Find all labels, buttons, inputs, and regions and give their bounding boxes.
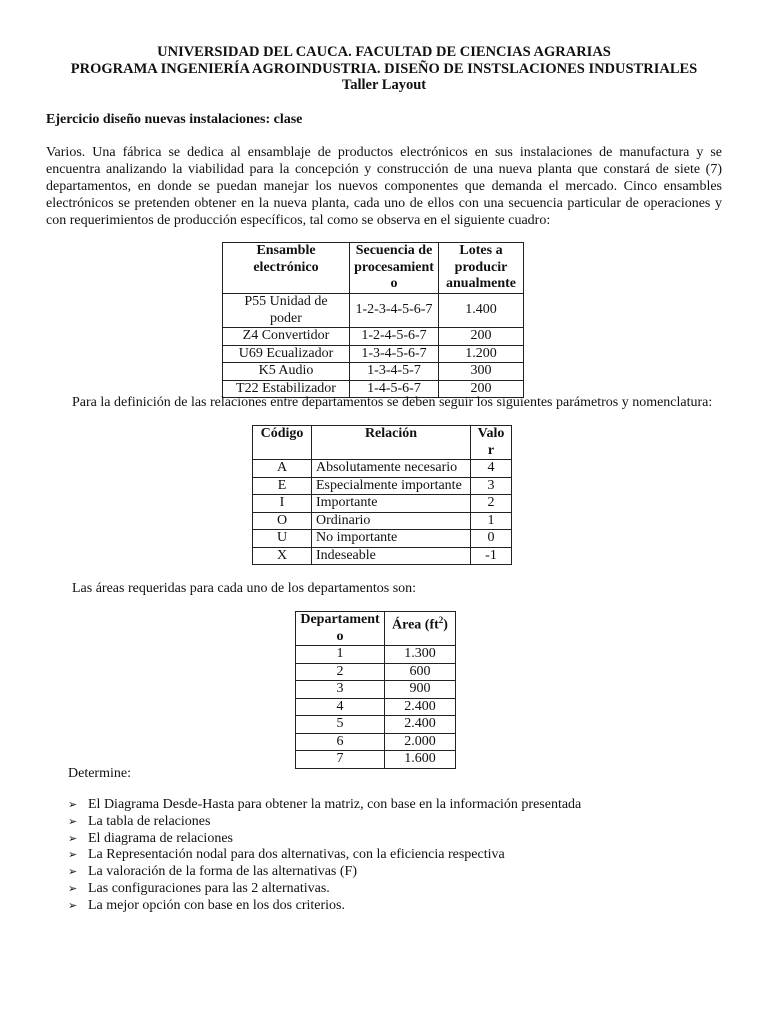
task-text: Las configuraciones para las 2 alternativas. [88, 880, 330, 896]
arrowhead-bullet-icon: ➢ [68, 882, 78, 895]
arrowhead-bullet-icon: ➢ [68, 899, 78, 912]
table-cell: 2.400 [385, 716, 456, 734]
areas-header-department: Departament o [296, 612, 385, 646]
relations-intro: Para la definición de las relaciones entre departamentos se deben seguir los siguientes parámetros y nomenclatura: [72, 395, 713, 410]
table-row [223, 294, 524, 328]
table-cell: 3 [471, 477, 512, 495]
assembly-header-product: Ensamble electrónico [223, 243, 350, 294]
table-row [296, 698, 456, 716]
task-text: La valoración de la forma de las alternativas (F) [88, 864, 357, 880]
table-cell: Indeseable [312, 547, 471, 565]
areas-table-body [296, 646, 456, 769]
arrowhead-bullet-icon: ➢ [68, 815, 78, 828]
table-cell: 1-2-3-4-5-6-7 [350, 294, 439, 328]
table-cell: 1-4-5-6-7 [350, 380, 439, 398]
relations-header-relation: Relación [312, 426, 471, 460]
table-cell: 300 [439, 363, 524, 381]
workshop-title: Taller Layout [341, 77, 427, 93]
arrowhead-bullet-icon: ➢ [68, 849, 78, 862]
table-cell: 7 [296, 751, 385, 769]
table-cell: 4 [471, 460, 512, 478]
table-row [253, 495, 512, 513]
table-cell: 200 [439, 380, 524, 398]
task-list-item [68, 898, 581, 915]
table-cell: 4 [296, 698, 385, 716]
table-cell: 1-2-4-5-6-7 [350, 328, 439, 346]
arrowhead-bullet-icon: ➢ [68, 832, 78, 845]
assembly-table [222, 242, 524, 398]
table-cell: -1 [471, 547, 512, 565]
exercise-title: Ejercicio diseño nuevas instalaciones: clase [46, 112, 303, 127]
table-cell: 2.000 [385, 733, 456, 751]
areas-header-area [385, 612, 456, 646]
table-cell: 2 [296, 663, 385, 681]
task-text: La mejor opción con base en los dos criterios. [88, 897, 345, 913]
table-cell: Z4 Convertidor [223, 328, 350, 346]
task-text: El diagrama de relaciones [88, 830, 233, 846]
table-row [223, 328, 524, 346]
task-text: La tabla de relaciones [88, 813, 211, 829]
table-cell: O [253, 512, 312, 530]
table-cell: 3 [296, 681, 385, 699]
areas-intro: Las áreas requeridas para cada uno de los departamentos son: [72, 581, 417, 596]
table-cell: 2 [471, 495, 512, 513]
areas-table [295, 611, 456, 769]
relations-table [252, 425, 512, 565]
table-row [253, 530, 512, 548]
table-row [296, 646, 456, 664]
table-cell: X [253, 547, 312, 565]
table-cell: T22 Estabilizador [223, 380, 350, 398]
table-cell: 1.600 [385, 751, 456, 769]
assembly-table-body [223, 294, 524, 398]
table-row [223, 363, 524, 381]
table-cell: 900 [385, 681, 456, 699]
table-cell: 600 [385, 663, 456, 681]
table-row [223, 345, 524, 363]
table-cell: 1.400 [439, 294, 524, 328]
table-cell: 1-3-4-5-7 [350, 363, 439, 381]
table-row [253, 477, 512, 495]
task-list-item [68, 831, 581, 848]
task-text: El Diagrama Desde-Hasta para obtener la matriz, con base en la información presentada [88, 797, 582, 812]
table-cell: Ordinario [312, 512, 471, 530]
assembly-header-sequence: Secuencia de procesamient o [350, 243, 439, 294]
table-cell: K5 Audio [223, 363, 350, 381]
relations-table-body [253, 460, 512, 565]
assembly-table-header-row [223, 243, 524, 294]
areas-header-area-close: ) [443, 617, 448, 633]
relations-table-header-row [253, 426, 512, 460]
determine-label: Determine: [68, 766, 131, 781]
table-cell: A [253, 460, 312, 478]
table-cell: 1.300 [385, 646, 456, 664]
arrowhead-bullet-icon: ➢ [68, 866, 78, 879]
table-cell: Absolutamente necesario [312, 460, 471, 478]
university-title: UNIVERSIDAD DEL CAUCA. FACULTAD DE CIENCIAS AGRARIAS [157, 44, 611, 60]
table-row [253, 547, 512, 565]
assembly-header-lots: Lotes a producir anualmente [439, 243, 524, 294]
table-row [296, 733, 456, 751]
areas-table-header-row [296, 612, 456, 646]
table-row [253, 460, 512, 478]
task-list-item [68, 797, 581, 814]
table-cell: I [253, 495, 312, 513]
table-cell: U [253, 530, 312, 548]
table-cell: 0 [471, 530, 512, 548]
task-list-item [68, 881, 581, 898]
relations-header-value: Valo r [471, 426, 512, 460]
areas-header-area-exponent: 2 [438, 615, 444, 625]
table-cell: Especialmente importante [312, 477, 471, 495]
table-cell: U69 Ecualizador [223, 345, 350, 363]
arrowhead-bullet-icon: ➢ [68, 799, 78, 811]
table-cell: Importante [312, 495, 471, 513]
table-cell: 200 [439, 328, 524, 346]
table-cell: E [253, 477, 312, 495]
task-list-item [68, 847, 581, 864]
table-row [296, 681, 456, 699]
table-row [296, 716, 456, 734]
table-cell: 1-3-4-5-6-7 [350, 345, 439, 363]
table-cell: 5 [296, 716, 385, 734]
table-cell: 1 [471, 512, 512, 530]
table-cell: 6 [296, 733, 385, 751]
table-row [253, 512, 512, 530]
task-list-item [68, 814, 581, 831]
table-cell: 1.200 [439, 345, 524, 363]
task-list-item [68, 864, 581, 881]
table-cell: 2.400 [385, 698, 456, 716]
task-text: La Representación nodal para dos alternativas, con la eficiencia respectiva [88, 847, 505, 863]
document-header [0, 44, 768, 94]
table-cell: No importante [312, 530, 471, 548]
table-row [296, 663, 456, 681]
table-cell: 1 [296, 646, 385, 664]
areas-header-area-text: Área (ft [392, 617, 439, 633]
program-title: PROGRAMA INGENIERÍA AGROINDUSTRIA. DISEÑO DE INSTSLACIONES INDUSTRIALES [70, 60, 698, 77]
table-row [296, 751, 456, 769]
relations-header-code: Código [253, 426, 312, 460]
task-list [68, 797, 581, 915]
intro-paragraph: Varios. Una fábrica se dedica al ensamblaje de productos electrónicos en sus instalaciones de manufactura y se encuentra analizando la viabilidad para la concepción y construcción de una nueva planta que constará de siete (7) departamentos, en donde se puedan manejar los nuevos componentes que demanda el mercado. Cinco ensambles electrónicos se pretenden obtener en la nueva planta, cada uno de ellos con una secuencia particular de operaciones y con requerimientos de producción específicos, tal como se observa en el siguiente cuadro: [46, 145, 722, 229]
table-cell: P55 Unidad de poder [223, 294, 350, 328]
